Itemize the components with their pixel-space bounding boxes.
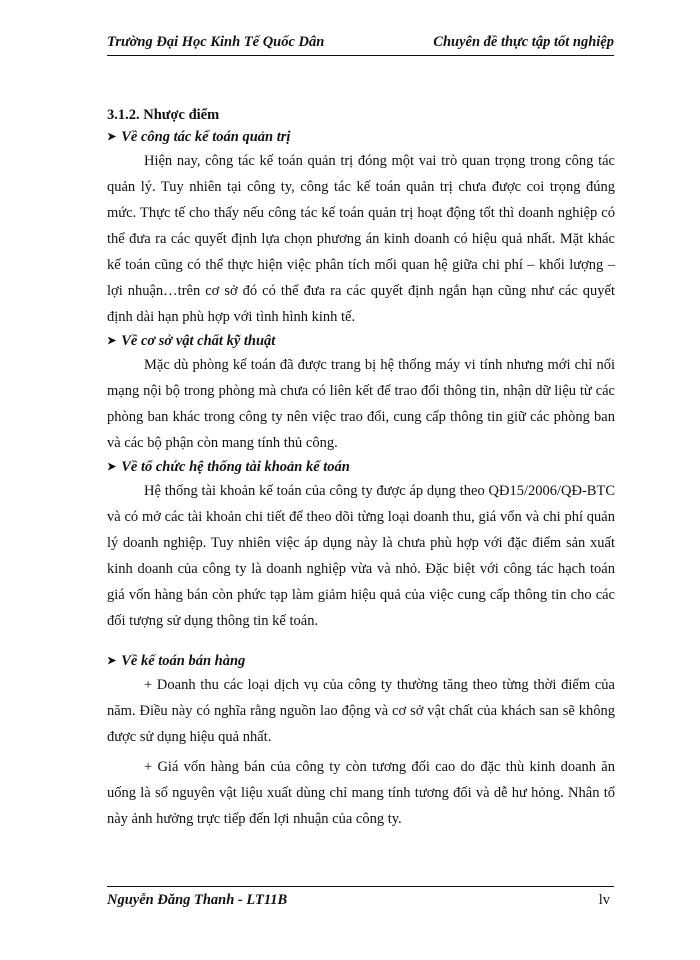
footer-author: Nguyễn Đăng Thanh - LT11B bbox=[107, 892, 288, 908]
subsection-heading-text: Về tổ chức hệ thống tài khoản kế toán bbox=[121, 459, 350, 475]
page-header bbox=[107, 31, 614, 56]
subsection-heading bbox=[107, 126, 615, 148]
arrow-bullet-icon: ➤ bbox=[107, 335, 117, 347]
header-document-title: Chuyên đề thực tập tốt nghiệp bbox=[433, 34, 614, 50]
body-paragraph: + Giá vốn hàng bán của công ty còn tương đối cao do đặc thù kinh doanh ăn uống là số nguyên vật liệu xuất dùng chỉ mang tính tương đối và dễ hư hỏng. Nhân tố này ảnh hưởng trực tiếp đến lợi nhuận của công ty. bbox=[107, 759, 615, 827]
subsection-heading bbox=[107, 456, 615, 478]
body-paragraph: Mặc dù phòng kế toán đã được trang bị hệ thống máy vi tính nhưng mới chỉ nối mạng nội bộ trong phòng mà chưa có liên kết để trao đổi thông tin, nhận dữ liệu từ các phòng ban khác trong công ty nên việc trao đổi, cung cấp thông tin giữ các phòng ban và các bộ phận còn mang tính thủ công. bbox=[107, 357, 615, 451]
spacer bbox=[107, 634, 615, 650]
subsection-heading bbox=[107, 650, 615, 672]
body-paragraph: Hệ thống tài khoản kế toán của công ty được áp dụng theo QĐ15/2006/QĐ-BTC và có mở các tài khoản chi tiết để theo dõi từng loại doanh thu, giá vốn và chi phí quản lý doanh nghiệp. Tuy nhiên việc áp dụng này là chưa phù hợp với đặc điểm sản xuất kinh doanh của công ty là doanh nghiệp vừa và nhỏ. Đặc biệt với công tác hạch toán giá vốn hàng bán còn phức tạp làm giảm hiệu quả của việc cung cấp thông tin cho các đối tượng sử dụng thông tin kế toán. bbox=[107, 483, 615, 629]
page-footer bbox=[107, 886, 614, 911]
subsection-heading-text: Về kế toán bán hàng bbox=[121, 653, 246, 669]
subsection-heading-text: Về cơ sở vật chất kỹ thuật bbox=[121, 333, 276, 349]
subsection-heading bbox=[107, 330, 615, 352]
subsection-heading-text: Về công tác kế toán quản trị bbox=[121, 129, 291, 145]
arrow-bullet-icon: ➤ bbox=[107, 131, 117, 143]
document-body bbox=[107, 104, 615, 832]
body-paragraph: Hiện nay, công tác kế toán quản trị đóng một vai trò quan trọng trong công tác quản lý. Tuy nhiên tại công ty, công tác kế toán quản trị chưa được coi trọng đúng mức. Thực tế cho thấy nếu công tác kế toán quản trị hoạt động tốt thì doanh nghiệp có thể đưa ra các quyết định lựa chọn phương án kinh doanh có hiệu quả nhất. Mặt khác kế toán cũng có thể thực hiện việc phân tích mối quan hệ giữa chi phí – khối lượng – lợi nhuận…trên cơ sở đó có thể đưa ra các quyết định ngắn hạn cũng như các quyết định dài hạn phù hợp với tình hình kinh tế. bbox=[107, 153, 615, 325]
arrow-bullet-icon: ➤ bbox=[107, 461, 117, 473]
section-title: 3.1.2. Nhược điểm bbox=[107, 107, 220, 123]
page-number: lv bbox=[598, 892, 610, 908]
arrow-bullet-icon: ➤ bbox=[107, 655, 117, 667]
header-school-name: Trường Đại Học Kinh Tế Quốc Dân bbox=[107, 34, 325, 50]
body-paragraph: + Doanh thu các loại dịch vụ của công ty thường tăng theo từng thời điểm của năm. Điều này có nghĩa rằng nguồn lao động và cơ sở vật chất của khách san sẽ không được sử dụng hiệu quả nhất. bbox=[107, 677, 615, 745]
